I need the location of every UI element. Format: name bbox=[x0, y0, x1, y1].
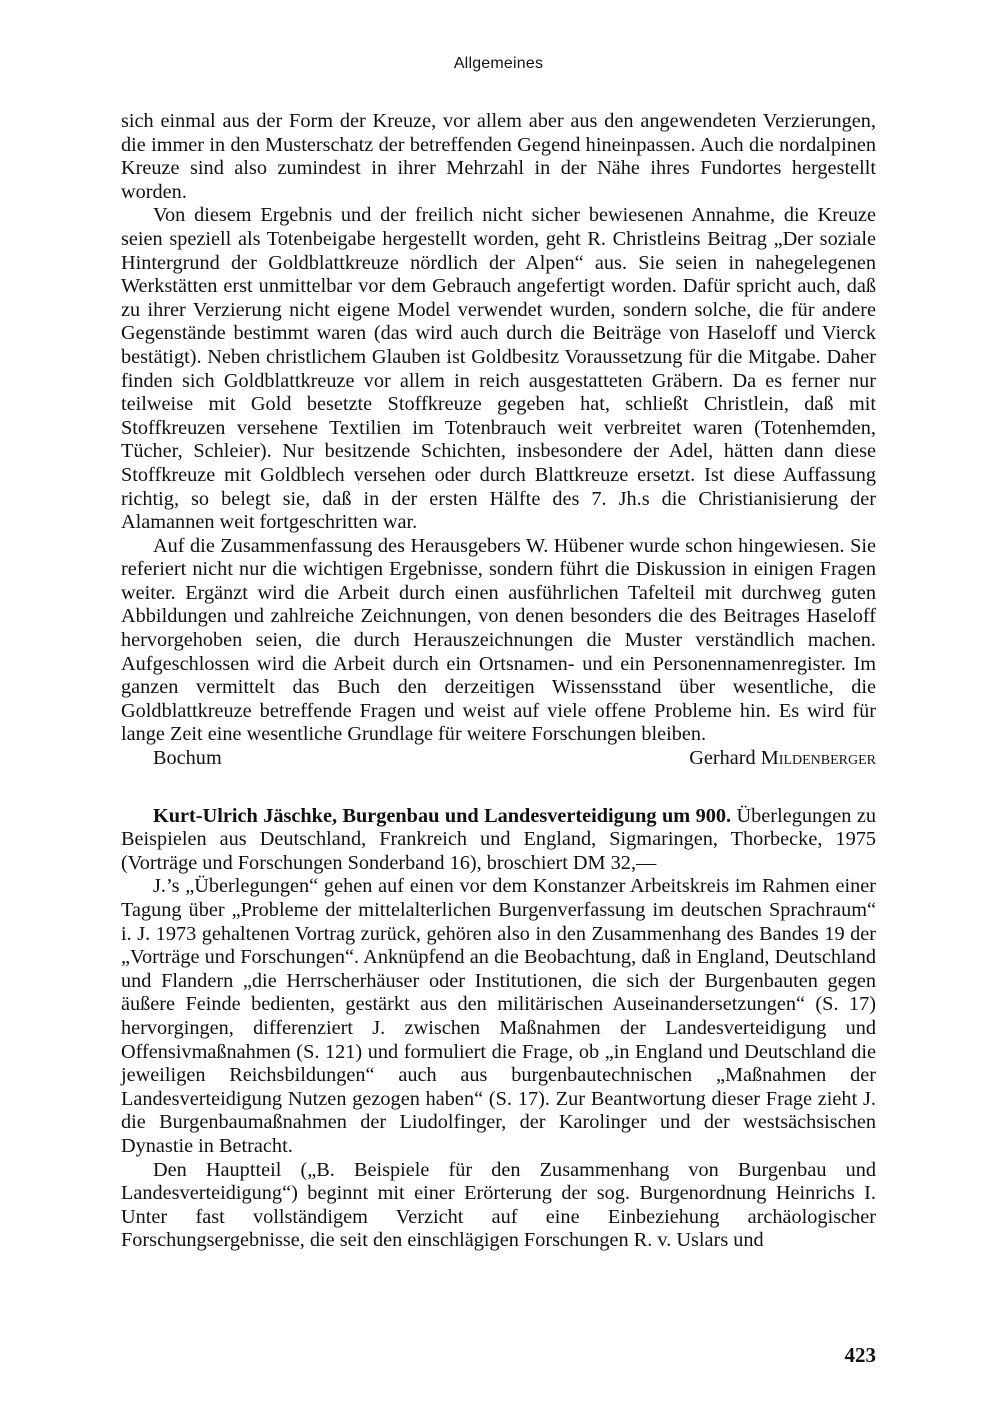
signature-first-name: Gerhard bbox=[689, 747, 756, 770]
running-header: Allgemeines bbox=[453, 55, 544, 72]
paragraph: Auf die Zusammenfassung des Herausgebers W. Hübener wurde schon hingewiesen. Sie referiert nicht nur die wichtigen Ergebnisse, sondern führt die Diskussion in einigen Fragen weiter. Ergänzt wird die Arbeit durch einen ausführlichen Tafelteil mit durchweg guten Abbildungen und zahlreiche Zeichnungen, von denen besonders die des Beitrages Haseloff hervorgehoben seien, die durch Herauszeichnungen die Muster verständlich machen. Aufgeschlossen wird die Arbeit durch ein Ortsnamen- und ein Personennamenregister. Im ganzen vermittelt das Buch den derzeitigen Wissensstand über wesentliche, die Goldblattkreuze betreffende Fragen und weist auf viele offene Probleme hin. Es wird für lange Zeit eine wesentliche Grundlage für weitere Forschungen bleiben. bbox=[121, 534, 876, 746]
reviewer-signature bbox=[121, 747, 876, 771]
paragraph: Den Hauptteil („B. Beispiele für den Zusammenhang von Burgenbau und Landesverteidigung“) beginnt mit einer Erörterung der sog. Burgenordnung Heinrichs I. Unter fast vollständigem Verzicht auf eine Einbeziehung archäologischer Forschungsergebnisse, die seit den einschlägigen Forschungen R. v. Uslars und bbox=[121, 1158, 876, 1252]
review-title: Kurt-Ulrich Jäschke, Burgenbau und Landesverteidigung um 900. bbox=[153, 804, 732, 827]
page-number: 423 bbox=[844, 1343, 876, 1367]
signature-author bbox=[689, 747, 876, 771]
paragraph: J.’s „Überlegungen“ gehen auf einen vor dem Konstanzer Arbeitskreis im Rahmen einer Tagung über „Probleme der mittelalterlichen Burgenverfassung im deutschen Sprachraum“ i. J. 1973 gehaltenen Vortrag zurück, gehören also in den Zusammenhang des Bandes 19 der „Vorträge und Forschungen“. Anknüpfend an die Beobachtung, daß in England, Deutschland und Flandern „die Herrscherhäuser oder Institutionen, die sich der Burgenbauten gegen äußere Feinde bedienten, gestärkt aus den militärischen Auseinandersetzungen“ (S. 17) hervorgingen, differenziert J. zwischen Maßnahmen der Landesverteidigung und Offensivmaßnahmen (S. 121) und formuliert die Frage, ob „in England und Deutschland die jeweiligen Reichsbildungen“ auch aus burgenbautechnischen „Maßnahmen der Landesverteidigung Nutzen gezogen haben“ (S. 17). Zur Beantwortung dieser Frage zieht J. die Burgenbaumaßnahmen der Liudolfinger, der Karolinger und der westsächsischen Dynastie in Betracht. bbox=[121, 875, 876, 1157]
review-heading bbox=[121, 805, 876, 876]
review-bibliographic-details: Überlegungen zu Beispielen aus Deutschland, Frankreich und England, Sigmaringen, Thorbecke, 1975 (Vorträge und Forschungen Sonderband 16), broschiert DM 32,— bbox=[121, 804, 876, 874]
paragraph: sich einmal aus der Form der Kreuze, vor allem aber aus den angewendeten Verzierungen, die immer in den Musterschatz der betreffenden Gegend hineinpassen. Auch die nordalpinen Kreuze sind also zumindest in ihrer Mehrzahl in der Nähe ihres Fundortes hergestellt worden. bbox=[121, 110, 876, 203]
signature-surname: Mildenberger bbox=[760, 747, 876, 770]
signature-place: Bochum bbox=[153, 747, 222, 770]
paragraph: Von diesem Ergebnis und der freilich nicht sicher bewiesenen Annahme, die Kreuze seien speziell als Totenbeigabe hergestellt worden, geht R. Christleins Beitrag „Der soziale Hintergrund der Goldblattkreuze nördlich der Alpen“ aus. Sie seien in nahegelegenen Werkstätten erst unmittelbar vor dem Gebrauch angefertigt worden. Dafür spricht auch, daß zu ihrer Verzierung nicht eigene Model verwendet wurden, sondern solche, die für andere Gegenstände bestimmt waren (das wird auch durch die Beiträge von Haseloff und Vierck bestätigt). Neben christlichem Glauben ist Goldbesitz Voraussetzung für die Mitgabe. Daher finden sich Goldblattkreuze vor allem in reich ausgestatteten Gräbern. Da es ferner nur teilweise mit Gold besetzte Stoffkreuze gegeben hat, schließt Christlein, daß mit Stoffkreuzen versehene Textilien im Totenbrauch weit verbreitet waren (Totenhemden, Tücher, Schleier). Nur besitzende Schichten, insbesondere der Adel, hätten dann diese Stoffkreuze mit Goldblech versehen oder durch Blattkreuze ersetzt. Ist diese Auffassung richtig, so belegt sie, daß in der ersten Hälfte des 7. Jh.s die Christianisierung der Alamannen weit fortgeschritten war. bbox=[121, 204, 876, 534]
body-text bbox=[121, 110, 876, 1253]
